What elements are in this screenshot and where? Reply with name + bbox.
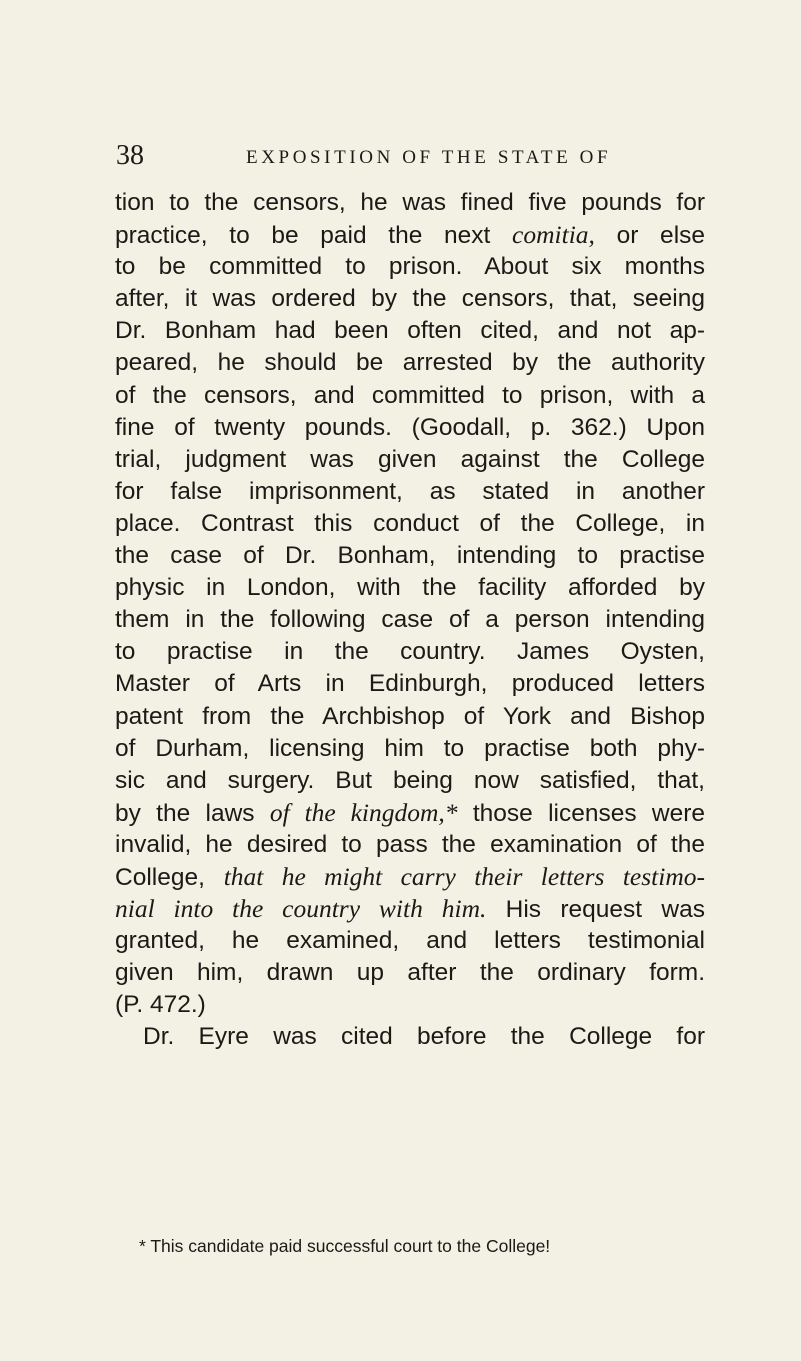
page-number: 38	[116, 140, 144, 171]
text-line: nial into the country with him. His request was	[115, 894, 705, 924]
text-line: trial, judgment was given against the College	[115, 445, 705, 473]
text-line: physic in London, with the facility afforded by	[115, 574, 705, 602]
text-line: Master of Arts in Edinburgh, produced letters	[115, 670, 705, 698]
text-line: invalid, he desired to pass the examination of the	[115, 830, 705, 858]
text-line: practice, to be paid the next comitia, or else	[115, 220, 706, 250]
footnote: * This candidate paid successful court to the College!	[139, 1236, 551, 1256]
text-line: to be committed to prison. About six months	[115, 253, 705, 281]
text-line: patent from the Archbishop of York and Bishop	[115, 702, 705, 730]
text-line: (P. 472.)	[115, 991, 206, 1019]
text-line: tion to the censors, he was fined five pounds for	[115, 189, 705, 216]
text-line: place. Contrast this conduct of the College, in	[115, 509, 705, 537]
text-line: the case of Dr. Bonham, intending to practise	[115, 542, 705, 570]
body-text	[115, 187, 705, 1054]
text-line: granted, he examined, and letters testimonial	[115, 927, 705, 955]
text-line: after, it was ordered by the censors, that, seeing	[115, 285, 705, 313]
text-line: fine of twenty pounds. (Goodall, p. 362.) Upon	[115, 413, 705, 441]
text-line: College, that he might carry their letters testimo-	[115, 861, 705, 891]
text-line: to practise in the country. James Oysten,	[115, 638, 705, 666]
italic-text: that he might carry their letters testimo-	[223, 861, 705, 891]
text-line: for false imprisonment, as stated in another	[115, 477, 705, 505]
text-line: by the laws of the kingdom,* those licenses were	[115, 797, 705, 827]
text-line: of Durham, licensing him to practise both phy-	[115, 734, 705, 762]
text-line: Dr. Bonham had been often cited, and not ap-	[115, 317, 705, 345]
text-line: peared, he should be arrested by the authority	[115, 349, 705, 377]
text-line: them in the following case of a person intending	[115, 606, 705, 634]
italic-text: comitia,	[512, 220, 595, 250]
italic-text: nial into the country with him.	[115, 894, 487, 924]
text-line: of the censors, and committed to prison, with a	[115, 381, 705, 409]
text-line: given him, drawn up after the ordinary form.	[115, 959, 705, 987]
running-head: EXPOSITION OF THE STATE OF	[246, 147, 612, 168]
text-line: Dr. Eyre was cited before the College for	[143, 1023, 705, 1051]
italic-text: of the kingdom,*	[269, 797, 458, 827]
text-line: sic and surgery. But being now satisfied, that,	[115, 766, 705, 794]
